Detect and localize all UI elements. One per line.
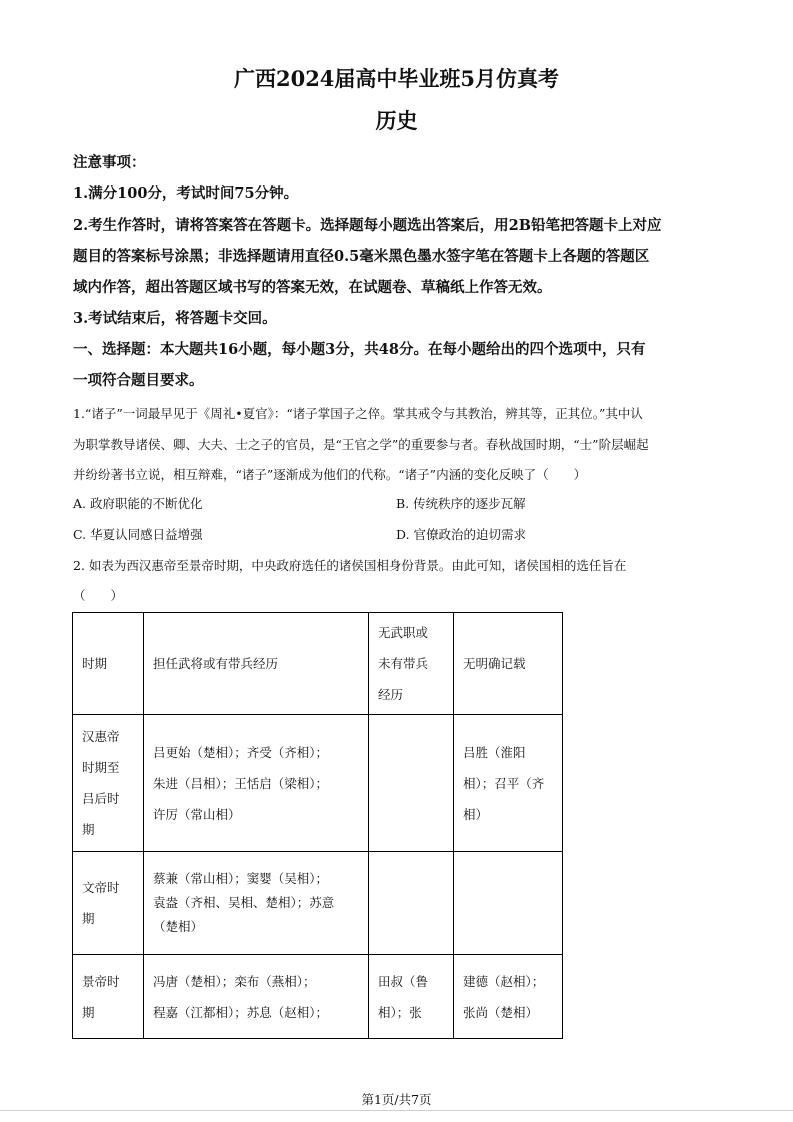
table-row xyxy=(73,955,563,1039)
cell-no-military xyxy=(369,715,454,852)
note-line-5: 3.考试结束后，将答题卡交回。 xyxy=(73,310,277,327)
cell-military: 吕更始（楚相）；齐受（齐相）； 朱进（吕相）；王恬启（梁相）； 许厉（常山相） xyxy=(144,715,369,852)
section-heading-line-1: 一、选择题：本大题共16小题，每小题3分，共48分。在每小题给出的四个选项中，只有 xyxy=(73,341,646,358)
q1-option-c: C. 华夏认同感日益增强 xyxy=(73,527,203,542)
notes-heading: 注意事项： xyxy=(73,154,146,171)
cell-military: 冯唐（楚相）；栾布（燕相）； 程嘉（江都相）；苏息（赵相）； xyxy=(144,955,369,1039)
cell-military: 蔡兼（常山相）；窦婴（吴相）； 袁盎（齐相、吴相、楚相）；苏意 （楚相） xyxy=(144,852,369,955)
cell-no-military: 田叔（鲁 相）；张 xyxy=(369,955,454,1039)
cell-period: 景帝时 期 xyxy=(73,955,144,1039)
footer-divider xyxy=(0,1110,793,1111)
cell-period: 汉惠帝 时期至 吕后时 期 xyxy=(73,715,144,852)
q1-stem-line-1: 1.“诸子”一词最早见于《周礼•夏官》：“诸子掌国子之倅。掌其戒令与其教治，辨其等，正其位。”其中认 xyxy=(73,406,643,421)
header-period: 时期 xyxy=(73,613,144,715)
table-row xyxy=(73,852,563,955)
q1-option-a: A. 政府职能的不断优化 xyxy=(73,496,203,511)
table-header-row xyxy=(73,613,563,715)
note-line-1: 1.满分100分，考试时间75分钟。 xyxy=(73,185,299,202)
cell-unknown: 建德（赵相）； 张尚（楚相） xyxy=(454,955,563,1039)
table-row xyxy=(73,715,563,852)
note-line-3: 题目的答案标号涂黑；非选择题请用直径0.5毫米黑色墨水签字笔在答题卡上各题的答题区 xyxy=(73,248,650,265)
cell-unknown xyxy=(454,852,563,955)
note-line-2: 2.考生作答时，请将答案答在答题卡。选择题每小题选出答案后，用2B铅笔把答题卡上对应 xyxy=(73,217,662,234)
note-line-4: 域内作答，超出答题区域书写的答案无效，在试题卷、草稿纸上作答无效。 xyxy=(73,279,552,296)
exam-title: 广西2024届高中毕业班5月仿真考 xyxy=(233,66,560,91)
header-no-military: 无武职或 未有带兵 经历 xyxy=(369,613,454,715)
q2-table xyxy=(72,612,563,1039)
q1-stem-line-3: 并纷纷著书立说，相互辩难，“诸子”逐渐成为他们的代称。“诸子”内涵的变化反映了（ ） xyxy=(73,467,587,482)
cell-no-military xyxy=(369,852,454,955)
section-heading-line-2: 一项符合题目要求。 xyxy=(73,372,204,389)
q1-option-b: B. 传统秩序的逐步瓦解 xyxy=(396,496,526,511)
page-number: 第1页/共7页 xyxy=(361,1092,432,1107)
header-military: 担任武将或有带兵经历 xyxy=(144,613,369,715)
q1-option-d: D. 官僚政治的迫切需求 xyxy=(396,527,527,542)
cell-period: 文帝时 期 xyxy=(73,852,144,955)
q1-stem-line-2: 为职掌教导诸侯、卿、大夫、士之子的官员，是“王官之学”的重要参与者。春秋战国时期，“士”阶层崛起 xyxy=(73,437,649,452)
subject-title: 历史 xyxy=(375,108,418,133)
header-unknown: 无明确记载 xyxy=(454,613,563,715)
q2-stem-line-2: （ ） xyxy=(73,588,124,603)
q2-stem-line-1: 2. 如表为西汉惠帝至景帝时期，中央政府选任的诸侯国相身份背景。由此可知，诸侯国相的选任旨在 xyxy=(73,558,627,573)
cell-unknown: 吕胜（淮阳 相）；召平（齐 相） xyxy=(454,715,563,852)
